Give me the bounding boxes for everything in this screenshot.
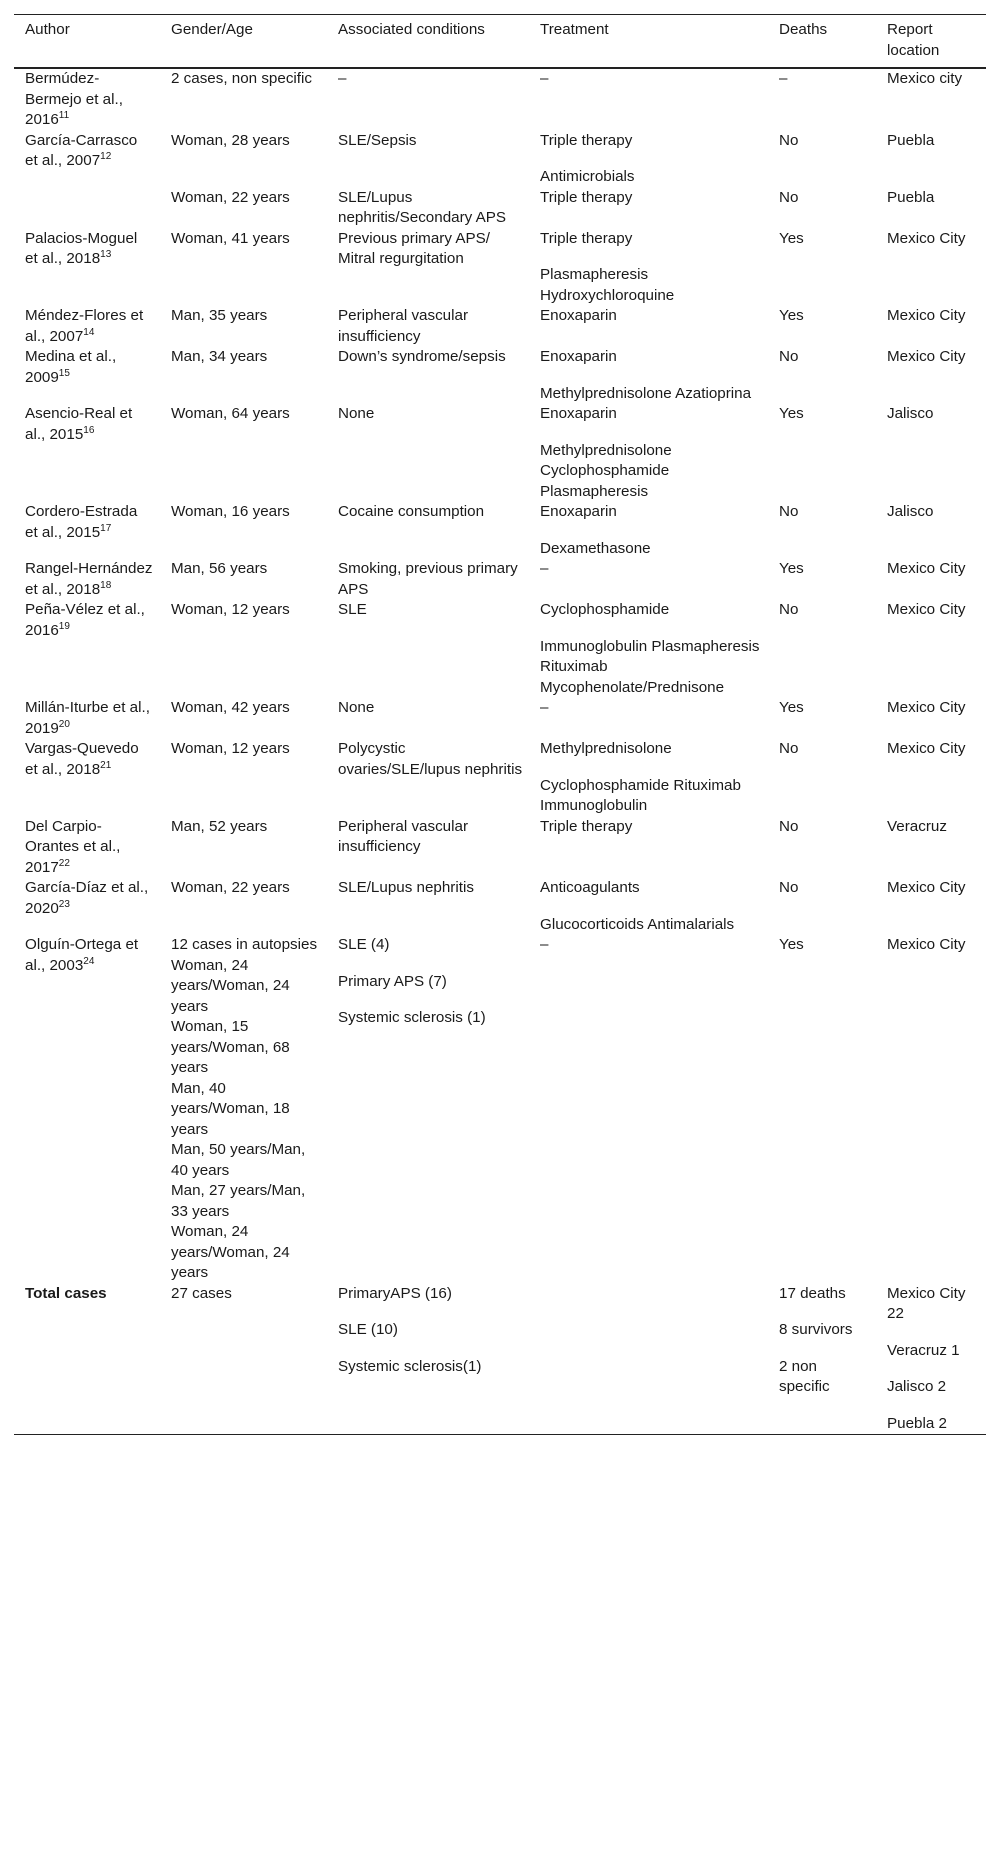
treatment-line: Triple therapy [540,188,633,206]
deaths-cell [768,502,876,559]
treatment-cell [529,347,768,404]
location-line: Mexico City [887,307,966,324]
location-line: Mexico City [887,936,966,953]
conditions-cell [327,188,529,229]
location-line: Mexico City [887,601,966,618]
author-name: Olguín-Ortega et al., 2003 [25,936,139,974]
gender-age-line: Woman, 22 years [171,879,290,896]
header-treatment: Treatment [540,21,609,38]
header-gender-age: Gender/Age [171,21,253,38]
location-cell [876,502,986,559]
author-cell [14,188,160,229]
reference-number: 17 [100,522,112,534]
location-cell [876,817,986,879]
treatment-line: – [540,936,549,953]
table-row [14,935,986,1284]
reference-number: 18 [100,579,112,591]
deaths-cell [768,68,876,131]
gender-age-cell [160,559,327,600]
table-row [14,404,986,502]
total-treatment-cell [529,1284,768,1435]
author-name: Cordero-Estrada et al., 2015 [25,503,138,541]
author-cell [14,347,160,404]
treatment-cell [529,229,768,307]
deaths-line: Yes [779,405,804,422]
conditions-cell [327,502,529,559]
author-cell [14,229,160,307]
treatment-line: – [540,699,549,716]
deaths-line: No [779,131,799,149]
deaths-line: – [779,70,788,87]
conditions-line: Cocaine consumption [338,503,485,520]
treatment-cell [529,188,768,229]
gender-age-cell [160,131,327,188]
reference-number: 20 [58,718,70,730]
treatment-cell [529,306,768,347]
table-row [14,347,986,404]
author-cell [14,68,160,131]
deaths-line: No [779,879,799,896]
gender-age-cell [160,935,327,1284]
treatment-line: Cyclophosphamide [540,601,670,618]
gender-age-line: Woman, 12 years [171,601,290,618]
gender-age-line: Man, 56 years [171,560,268,577]
gender-age-line: Man, 27 years/Man, 33 years [171,1182,306,1220]
treatment-cell [529,600,768,698]
table-row [14,878,986,935]
gender-age-line: 2 cases, non specific [171,70,312,87]
location-line: Mexico City [887,560,966,577]
gender-age-cell [160,347,327,404]
author-name: Palacios-Moguel et al., 2018 [25,229,138,267]
conditions-line: SLE [338,601,367,618]
deaths-cell [768,739,876,817]
location-cell [876,698,986,739]
reference-number: 21 [100,759,112,771]
table-header [14,15,986,69]
treatment-cell [529,739,768,817]
treatment-line: – [540,560,549,577]
location-cell [876,188,986,229]
reference-number: 22 [58,857,70,869]
reference-number: 14 [83,326,95,338]
treatment-line: Anticoagulants [540,879,640,896]
gender-age-line: Woman, 42 years [171,699,290,716]
author-name: Asencio-Real et al., 2015 [25,405,133,443]
header-author: Author [25,21,70,38]
author-cell [14,739,160,817]
table-row [14,502,986,559]
deaths-cell [768,131,876,188]
deaths-cell [768,188,876,229]
location-cell [876,229,986,307]
location-cell [876,935,986,1284]
conditions-cell [327,600,529,698]
header-associated-conditions: Associated conditions [338,21,485,38]
conditions-cell [327,404,529,502]
conditions-line: None [338,699,375,716]
case-report-table-container [14,14,986,1435]
conditions-line: SLE/Sepsis [338,131,417,149]
total-conditions-cell [327,1284,529,1435]
treatment-cell [529,68,768,131]
deaths-line: Yes [779,560,804,577]
treatment-line: Enoxaparin [540,503,617,520]
author-name: Vargas-Quevedo et al., 2018 [25,740,139,778]
conditions-cell [327,347,529,404]
gender-age-cell [160,739,327,817]
conditions-line: Polycystic ovaries/SLE/lupus nephritis [338,740,523,778]
gender-age-line: Woman, 41 years [171,229,290,247]
table-row [14,229,986,307]
treatment-line: Enoxaparin [540,348,617,365]
location-cell [876,306,986,347]
gender-age-line: Man, 34 years [171,348,268,365]
deaths-cell [768,817,876,879]
author-cell [14,878,160,935]
deaths-cell [768,306,876,347]
deaths-cell [768,698,876,739]
gender-age-line: Woman, 15 years/Woman, 68 years [171,1018,290,1076]
location-line: Mexico City [887,740,966,757]
author-name: Peña-Vélez et al., 2016 [25,601,145,639]
deaths-cell [768,935,876,1284]
conditions-cell [327,739,529,817]
conditions-line: None [338,405,375,422]
location-line: Jalisco [887,405,934,422]
gender-age-cell [160,188,327,229]
author-name: Rangel-Hernández et al., 2018 [25,560,153,598]
location-line: Veracruz [887,817,947,835]
location-cell [876,739,986,817]
table-row [14,559,986,600]
location-cell [876,878,986,935]
author-name: Medina et al., 2009 [25,348,117,386]
table-row [14,600,986,698]
author-cell [14,131,160,188]
gender-age-line: Woman, 12 years [171,740,290,757]
author-cell [14,935,160,1284]
conditions-line: Peripheral vascular insufficiency [338,817,468,855]
treatment-line: Methylprednisolone Azatioprina [540,384,752,402]
location-line: Mexico city [887,70,963,87]
location-line: Jalisco [887,503,934,520]
conditions-line: Peripheral vascular insufficiency [338,307,468,345]
treatment-line: Triple therapy [540,131,633,149]
reference-number: 16 [83,424,95,436]
gender-age-line: Man, 52 years [171,817,268,835]
table-row [14,188,986,229]
conditions-cell [327,935,529,1284]
header-report-location: Report location [887,21,940,59]
deaths-line: No [779,601,799,618]
location-line: Puebla [887,188,935,206]
conditions-cell [327,878,529,935]
deaths-line: No [779,348,799,365]
gender-age-cell [160,817,327,879]
total-location-line: Jalisco 2 [887,1378,947,1395]
conditions-line: SLE/Lupus nephritis [338,879,474,896]
author-cell [14,306,160,347]
total-location-line: Veracruz 1 [887,1341,960,1359]
conditions-line: Previous primary APS/ Mitral regurgitation [338,229,490,267]
total-deaths-line: 17 deaths [779,1284,846,1302]
header-row [14,15,986,69]
table-row [14,68,986,131]
reference-number: 15 [58,367,70,379]
treatment-cell [529,817,768,879]
treatment-line: Enoxaparin [540,307,617,324]
author-cell [14,559,160,600]
treatment-line: Dexamethasone [540,539,651,557]
total-conditions-line: PrimaryAPS (16) [338,1284,452,1302]
table-row [14,739,986,817]
reference-number: 19 [58,620,70,632]
author-name: Bermúdez-Bermejo et al., 2016 [25,70,123,128]
gender-age-line: Woman, 16 years [171,503,290,520]
treatment-line: Methylprednisolone Cyclophosphamide Plasmapheresis [540,441,672,500]
table-row [14,698,986,739]
treatment-line: Immunoglobulin Plasmapheresis Rituximab Mycophenolate/Prednisone [540,637,760,696]
gender-age-cell [160,878,327,935]
deaths-line: No [779,188,799,206]
gender-age-line: Man, 35 years [171,307,268,324]
treatment-cell [529,878,768,935]
gender-age-cell [160,404,327,502]
location-cell [876,131,986,188]
deaths-cell [768,559,876,600]
location-line: Mexico City [887,699,966,716]
reference-number: 12 [100,150,112,162]
conditions-line: SLE/Lupus nephritis/Secondary APS [338,188,507,226]
total-location-cell [876,1284,986,1435]
treatment-cell [529,404,768,502]
gender-age-cell [160,306,327,347]
deaths-line: No [779,817,799,835]
conditions-cell [327,559,529,600]
gender-age-line: Woman, 24 years/Woman, 24 years [171,1223,290,1281]
gender-age-line: Woman, 64 years [171,405,290,422]
gender-age-line: Man, 40 years/Woman, 18 years [171,1079,290,1138]
conditions-cell [327,229,529,307]
reference-number: 11 [58,109,70,121]
deaths-cell [768,404,876,502]
treatment-cell [529,559,768,600]
gender-age-cell [160,229,327,307]
total-location-line: Mexico City 22 [887,1284,966,1322]
deaths-cell [768,229,876,307]
location-cell [876,68,986,131]
location-line: Mexico City [887,879,966,896]
conditions-line: Primary APS (7) [338,972,447,990]
conditions-cell [327,131,529,188]
author-cell [14,600,160,698]
location-line: Mexico City [887,229,966,247]
conditions-line: SLE (4) [338,936,390,953]
case-report-table [14,14,986,1435]
reference-number: 13 [100,248,112,260]
conditions-line: Smoking, previous primary APS [338,560,518,598]
gender-age-line: Woman, 24 years/Woman, 24 years [171,956,290,1015]
gender-age-line: Woman, 22 years [171,188,290,206]
table-body [14,68,986,1435]
table-row [14,817,986,879]
conditions-line: Down’s syndrome/sepsis [338,348,506,365]
author-name: Millán-Iturbe et al., 2019 [25,699,150,737]
treatment-line: Cyclophosphamide Rituximab Immunoglobulin [540,776,741,814]
author-cell [14,698,160,739]
location-cell [876,600,986,698]
reference-number: 24 [83,955,95,967]
conditions-line: Systemic sclerosis (1) [338,1009,486,1026]
treatment-cell [529,935,768,1284]
conditions-cell [327,68,529,131]
author-name: Del Carpio-Orantes et al., 2017 [25,817,121,876]
location-cell [876,404,986,502]
deaths-line: Yes [779,229,804,247]
deaths-cell [768,878,876,935]
total-deaths-line: 2 non specific [779,1357,830,1395]
gender-age-cell [160,600,327,698]
author-name: Méndez-Flores et al., 2007 [25,307,144,345]
gender-age-cell [160,502,327,559]
deaths-cell [768,600,876,698]
author-name: García-Carrasco et al., 2007 [25,131,138,169]
treatment-line: Plasmapheresis Hydroxychloroquine [540,266,675,304]
treatment-cell [529,698,768,739]
conditions-line: – [338,70,347,87]
author-cell [14,502,160,559]
conditions-cell [327,817,529,879]
total-label: Total cases [25,1284,107,1302]
location-line: Puebla [887,131,935,149]
gender-age-cell [160,698,327,739]
total-row [14,1284,986,1435]
gender-age-line: Man, 50 years/Man, 40 years [171,1141,306,1179]
treatment-line: Glucocorticoids Antimalarials [540,915,735,933]
location-cell [876,347,986,404]
location-cell [876,559,986,600]
total-deaths-line: 8 survivors [779,1321,853,1338]
author-name: García-Díaz et al., 2020 [25,879,149,917]
reference-number: 23 [58,898,70,910]
total-conditions-line: Systemic sclerosis(1) [338,1357,482,1375]
treatment-line: Antimicrobials [540,168,635,185]
author-cell [14,404,160,502]
treatment-cell [529,131,768,188]
total-deaths-cell [768,1284,876,1435]
deaths-line: Yes [779,307,804,324]
treatment-line: – [540,70,549,87]
conditions-cell [327,698,529,739]
header-deaths: Deaths [779,21,828,38]
gender-age-line: 12 cases in autopsies [171,936,318,953]
total-gender-age-line: 27 cases [171,1284,232,1302]
author-cell [14,817,160,879]
conditions-cell [327,306,529,347]
table-row [14,306,986,347]
deaths-line: No [779,503,799,520]
gender-age-cell [160,68,327,131]
treatment-line: Triple therapy [540,817,633,835]
treatment-cell [529,502,768,559]
treatment-line: Triple therapy [540,229,633,247]
location-line: Mexico City [887,348,966,365]
total-conditions-line: SLE (10) [338,1321,398,1338]
deaths-cell [768,347,876,404]
deaths-line: Yes [779,699,804,716]
total-gender-age-cell [160,1284,327,1435]
deaths-line: No [779,740,799,757]
table-row [14,131,986,188]
gender-age-line: Woman, 28 years [171,131,290,149]
treatment-line: Methylprednisolone [540,740,672,757]
total-location-line: Puebla 2 [887,1414,947,1432]
deaths-line: Yes [779,936,804,953]
treatment-line: Enoxaparin [540,405,617,422]
